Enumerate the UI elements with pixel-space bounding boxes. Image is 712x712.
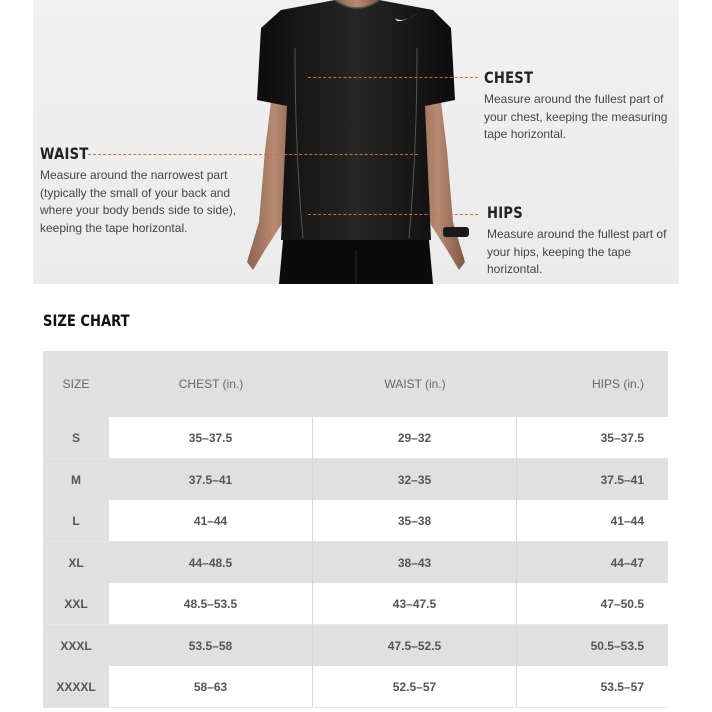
table-header-row	[43, 351, 668, 417]
chest-measure-line	[308, 77, 478, 78]
chest-title: CHEST	[484, 68, 534, 87]
chest-cell: 53.5–58	[109, 625, 313, 666]
size-chart-title: SIZE CHART	[43, 311, 130, 330]
waist-description: Measure around the narrowest part (typically the small of your back and where your body bends side to side), keeping the tape horizontal.	[40, 168, 237, 235]
waist-cell: 47.5–52.5	[313, 625, 517, 666]
chest-cell: 41–44	[109, 500, 313, 541]
size-chart-table	[43, 351, 668, 708]
header-chest: CHEST (in.)	[178, 377, 244, 391]
hips-cell: 35–37.5	[517, 417, 668, 458]
size-cell: XXXXL	[43, 666, 109, 707]
hips-measure-line	[308, 214, 478, 215]
table-row	[43, 459, 668, 500]
waist-cell: 43–47.5	[313, 583, 517, 624]
table-row	[43, 542, 668, 583]
hips-callout	[487, 203, 677, 279]
table-row	[43, 625, 668, 666]
hips-title: HIPS	[487, 203, 523, 222]
waist-cell: 38–43	[313, 542, 517, 583]
size-cell: XXXL	[43, 625, 109, 666]
table-row	[43, 417, 668, 459]
chest-cell: 35–37.5	[109, 417, 313, 458]
hips-cell: 47–50.5	[517, 583, 668, 624]
chest-cell: 44–48.5	[109, 542, 313, 583]
hips-cell: 50.5–53.5	[517, 625, 668, 666]
waist-cell: 35–38	[313, 500, 517, 541]
table-row	[43, 583, 668, 625]
hips-cell: 41–44	[517, 500, 668, 541]
waist-cell: 32–35	[313, 459, 517, 500]
table-row	[43, 500, 668, 542]
size-cell: M	[43, 459, 109, 500]
table-row	[43, 666, 668, 708]
size-cell: XL	[43, 542, 109, 583]
waist-cell: 29–32	[313, 417, 517, 458]
header-hips: HIPS (in.)	[591, 377, 644, 391]
chest-cell: 58–63	[109, 666, 313, 707]
waist-title: WAIST	[40, 144, 89, 163]
chest-cell: 37.5–41	[109, 459, 313, 500]
hips-cell: 44–47	[517, 542, 668, 583]
header-waist: WAIST (in.)	[384, 377, 446, 391]
header-size: SIZE	[62, 377, 90, 391]
waist-cell: 52.5–57	[313, 666, 517, 707]
chest-callout	[484, 68, 674, 144]
size-cell: L	[43, 500, 109, 541]
waist-callout	[40, 144, 240, 237]
chest-cell: 48.5–53.5	[109, 583, 313, 624]
hips-cell: 37.5–41	[517, 459, 668, 500]
hips-cell: 53.5–57	[517, 666, 668, 707]
chest-description: Measure around the fullest part of your chest, keeping the measuring tape horizontal.	[484, 92, 668, 141]
size-cell: XXL	[43, 583, 109, 624]
size-cell: S	[43, 417, 109, 458]
hips-description: Measure around the fullest part of your hips, keeping the tape horizontal.	[487, 227, 667, 276]
